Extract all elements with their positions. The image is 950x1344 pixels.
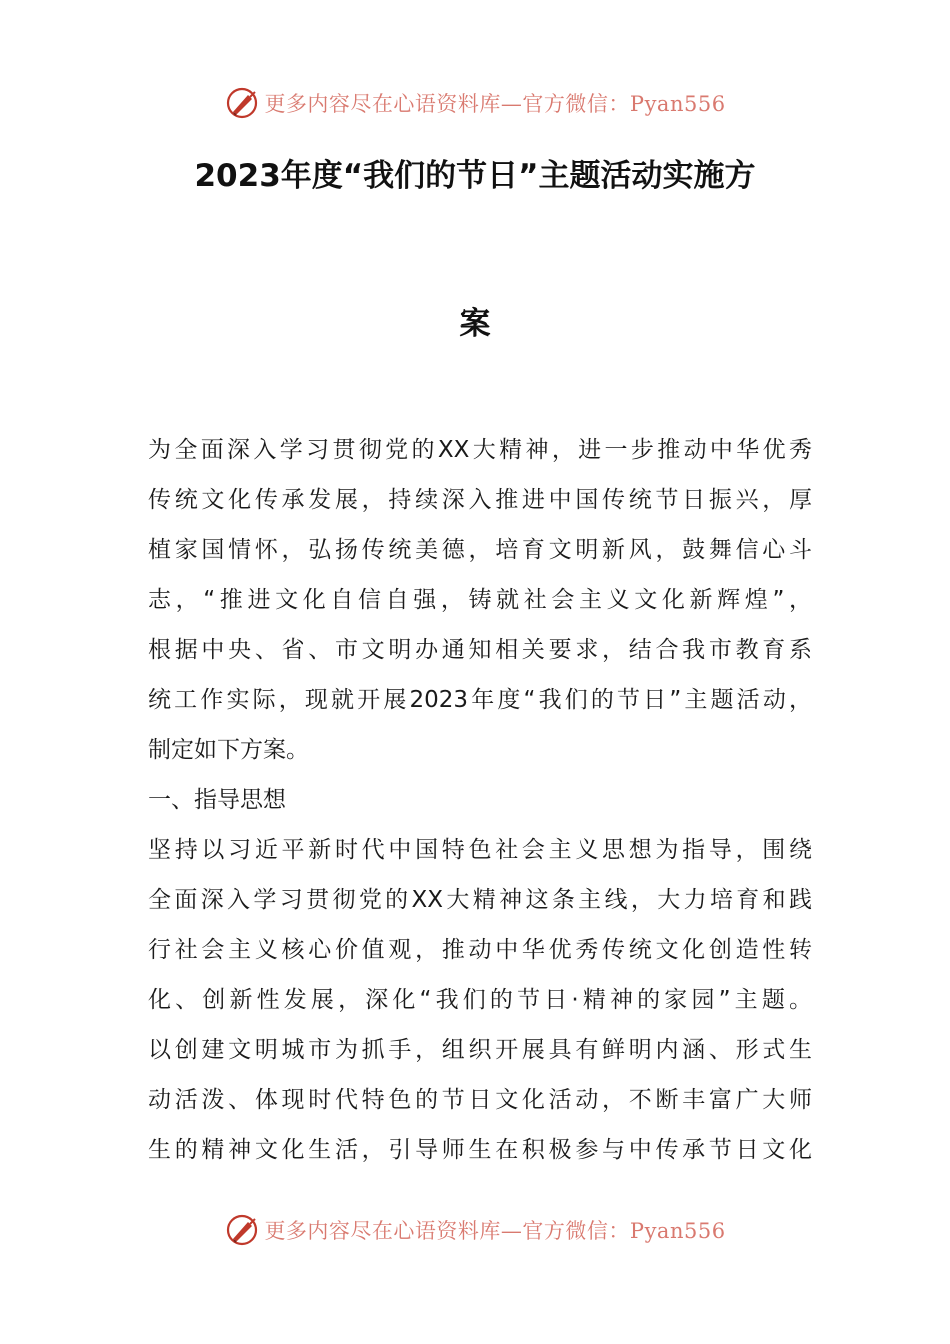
body-line: 行社会主义核心价值观，推动中华优秀传统文化创造性转: [148, 937, 812, 963]
pen-nib-icon: [224, 1212, 260, 1248]
body-line: 全面深入学习贯彻党的XX大精神这条主线，大力培育和践: [148, 887, 812, 913]
body-line: 动活泼、体现时代特色的节日文化活动，不断丰富广大师: [148, 1087, 812, 1113]
document-body: [148, 425, 812, 1175]
document-title-line-2: 案: [459, 306, 491, 342]
document-title-line-1: 2023年度“我们的节日”主题活动实施方: [194, 158, 756, 194]
body-line: 坚持以习近平新时代中国特色社会主义思想为指导，围绕: [148, 837, 812, 863]
body-line: 植家国情怀，弘扬传统美德，培育文明新风，鼓舞信心斗: [148, 537, 812, 563]
body-line: 生的精神文化生活，引导师生在积极参与中传承节日文化: [148, 1137, 812, 1163]
body-line: 统工作实际，现就开展2023年度“我们的节日”主题活动，: [148, 687, 812, 713]
body-line: 根据中央、省、市文明办通知相关要求，结合我市教育系: [148, 637, 812, 663]
body-line: 志，“推进文化自信自强，铸就社会主义文化新辉煌”，: [148, 587, 812, 613]
body-line: 为全面深入学习贯彻党的XX大精神，进一步推动中华优秀: [148, 437, 812, 463]
body-line: 化、创新性发展，深化“我们的节日·精神的家园”主题。: [148, 987, 812, 1013]
section-heading: 一、指导思想: [148, 787, 286, 813]
header-watermark: [0, 81, 950, 125]
header-watermark-text: 更多内容尽在心语资料库—官方微信：Pyan556: [264, 92, 726, 116]
body-line: 传统文化传承发展，持续深入推进中国传统节日振兴，厚: [148, 487, 812, 513]
footer-watermark: [0, 1208, 950, 1252]
body-line: 以创建文明城市为抓手，组织开展具有鲜明内涵、形式生: [148, 1037, 812, 1063]
pen-nib-icon: [224, 85, 260, 121]
body-line: 制定如下方案。: [148, 737, 309, 763]
footer-watermark-text: 更多内容尽在心语资料库—官方微信：Pyan556: [264, 1219, 726, 1243]
